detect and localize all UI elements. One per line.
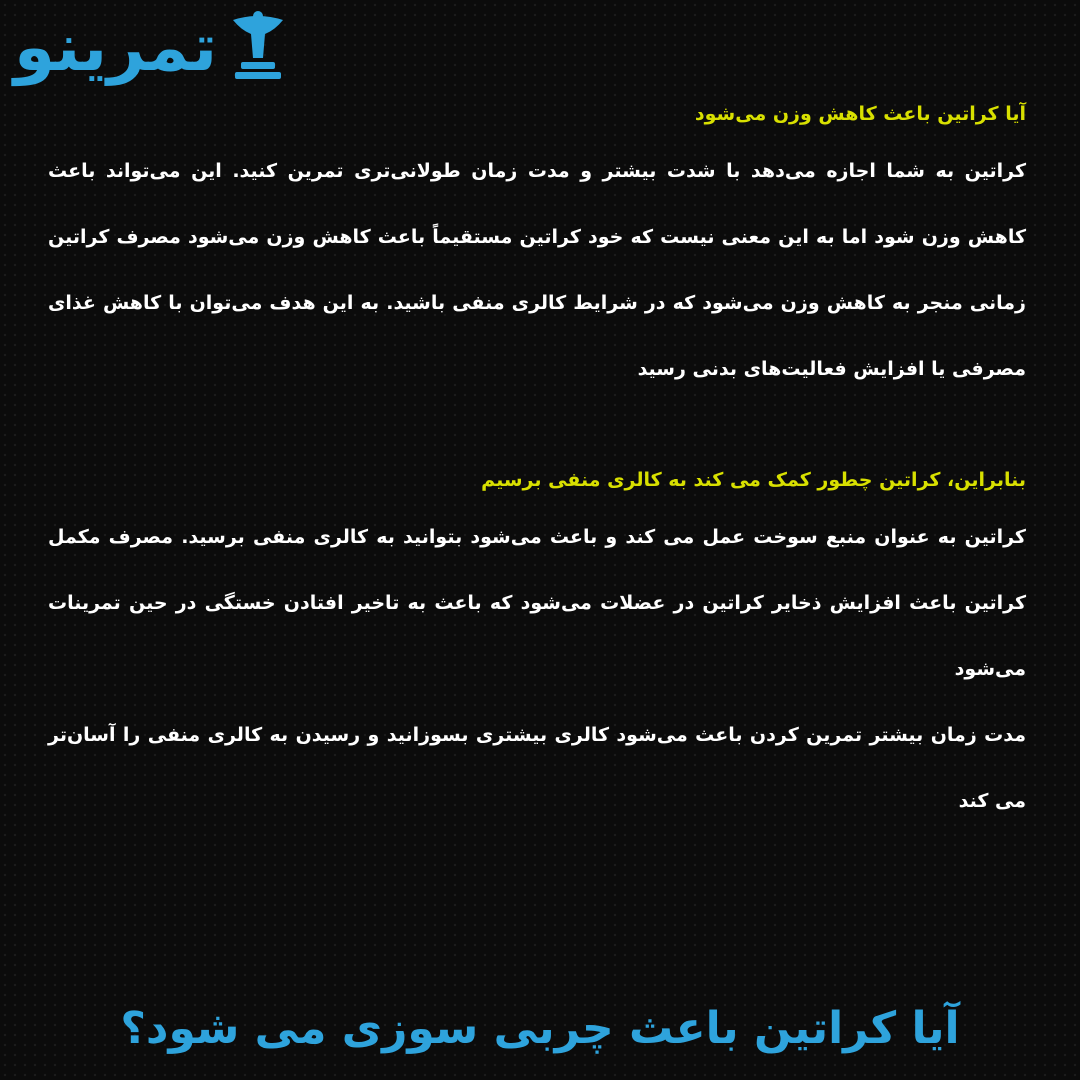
section-heading: بنابراین، کراتین چطور کمک می کند به کالری منفی برسیم	[481, 469, 1026, 491]
brand-logo	[14, 8, 293, 88]
trophy-icon	[223, 8, 293, 88]
section-paragraph: کراتین به عنوان منبع سوخت عمل می کند و باعث می‌شود بتوانید به کالری منفی برسید. مصرف مکمل کراتین باعث افزایش ذخایر کراتین در عضلات می‌شود که باعث به تاخیر افتادن خستگی در حین تمرینات می‌شود	[48, 526, 1026, 680]
section-paragraph: مدت زمان بیشتر تمرین کردن باعث می‌شود کالری بیشتری بسوزانید و رسیدن به کالری منفی را آسان‌تر می کند	[48, 724, 1026, 812]
section-weight-loss	[48, 90, 1026, 402]
section-spacer	[48, 402, 1026, 456]
section-paragraph: کراتین به شما اجازه می‌دهد با شدت بیشتر و مدت زمان طولانی‌تری تمرین کنید. این می‌تواند باعث کاهش وزن شود اما به این معنی نیست که خود کراتین مستقیماً باعث کاهش وزن می‌شود مصرف کراتین زمانی منجر به کاهش وزن می‌شود که در شرایط کالری منفی باشید. به این هدف می‌توان با کاهش غذای مصرفی یا افزایش فعالیت‌های بدنی رسید	[48, 160, 1026, 380]
footer-title: آیا کراتین باعث چربی سوزی می شود؟	[120, 1003, 960, 1054]
section-heading: آیا کراتین باعث کاهش وزن می‌شود	[694, 103, 1026, 125]
section-calorie-deficit	[48, 456, 1026, 834]
article-body	[48, 90, 1026, 834]
brand-name: تمرینو	[14, 9, 218, 86]
